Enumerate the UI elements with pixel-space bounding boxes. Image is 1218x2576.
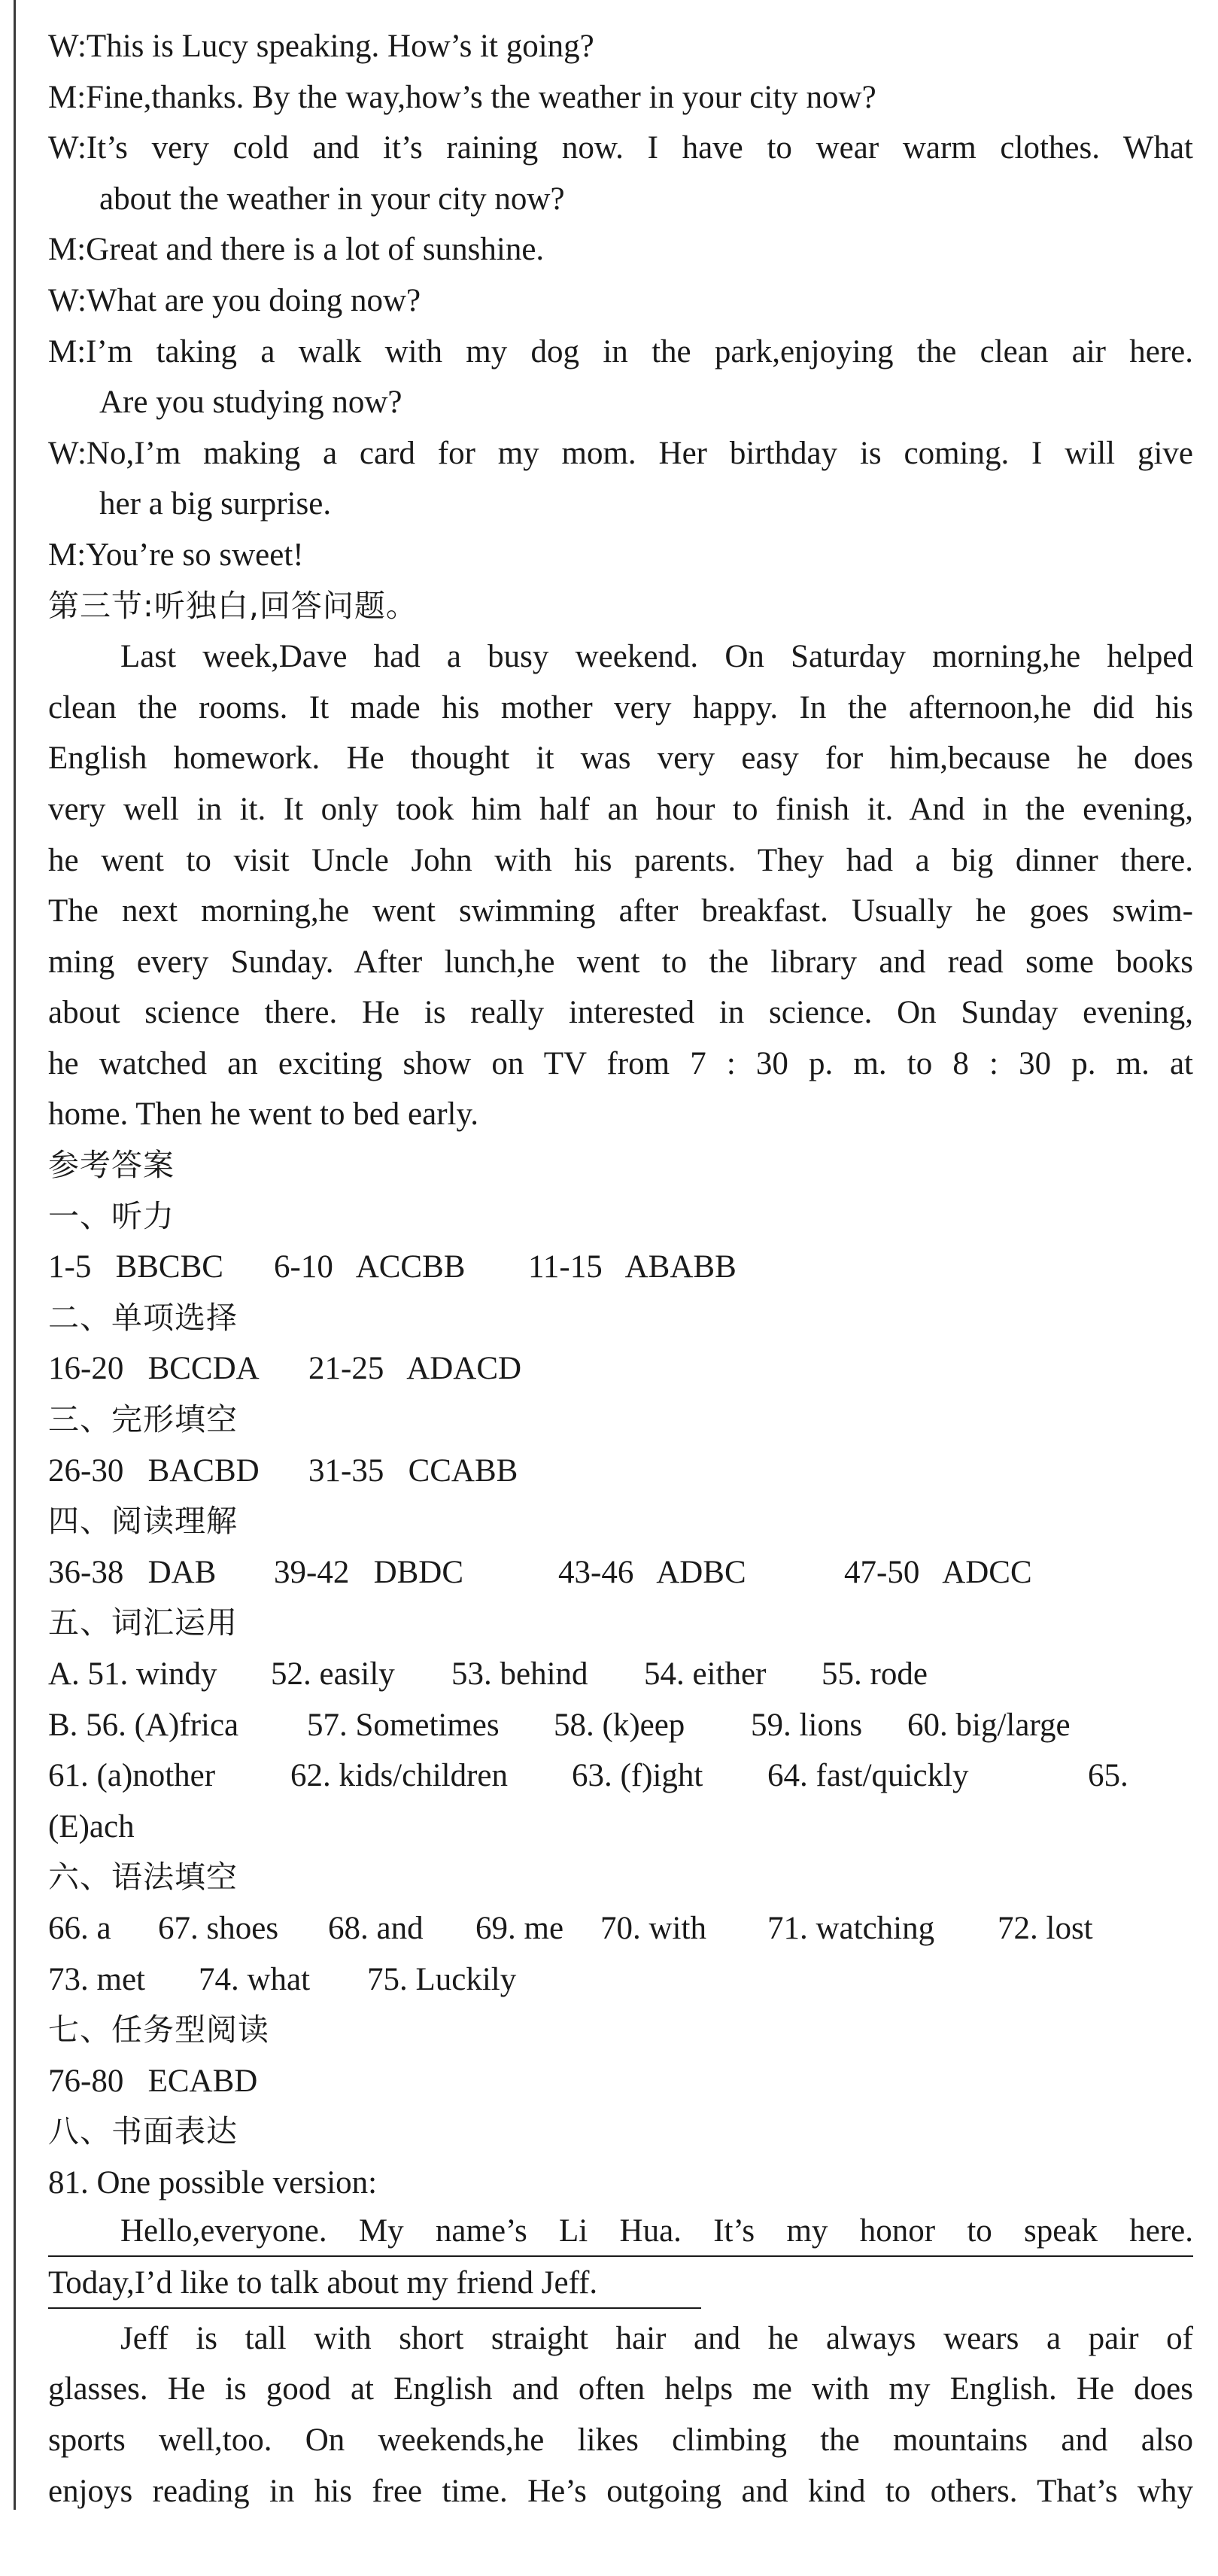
monologue-line: very well in it. It only took him half an hour to finish it. And in the evening, — [48, 791, 1193, 827]
answer-item: 62. kids/children — [290, 1758, 509, 1794]
underlined-line: Hello,everyone. My name’s Li Hua. It’s my honor to speak here. — [48, 2209, 1193, 2257]
monologue-line: The next morning,he went swimming after breakfast. Usually he goes swim- — [48, 893, 1193, 929]
answer-item: 67. shoes — [158, 1910, 279, 1946]
dialogue-line-continuation: her a big surprise. — [99, 486, 332, 522]
section-heading-reading: 四、阅读理解 — [48, 1503, 238, 1540]
answer-item: 60. big/large — [907, 1707, 1071, 1743]
writing-body — [48, 2313, 1193, 2517]
answer-line-vocabulary-d: (E)ach — [48, 1808, 135, 1845]
answer-group: 21-25 ADACD — [308, 1351, 522, 1387]
answer-group: 47-50 ADCC — [844, 1554, 1032, 1590]
answer-line-task-reading: 76-80 ECABD — [48, 2063, 258, 2099]
answer-line-vocabulary-c — [48, 1750, 1193, 1802]
answer-item: B. 56. (A)frica — [48, 1707, 239, 1743]
answer-group: 43-46 ADBC — [558, 1554, 746, 1590]
answer-item: 72. lost — [998, 1910, 1093, 1946]
section-heading-task-reading: 七、任务型阅读 — [48, 2012, 269, 2048]
answer-key-title: 参考答案 — [48, 1147, 175, 1184]
dialogue-line: W:What are you doing now? — [48, 282, 421, 318]
document-page — [48, 21, 1193, 2517]
section-heading-cloze: 三、完形填空 — [48, 1401, 238, 1438]
answer-item: 59. lions — [751, 1707, 863, 1743]
dialogue-line: W:No,I’m making a card for my mom. Her birthday is coming. I will give — [48, 435, 1193, 471]
answer-item: 57. Sometimes — [307, 1707, 500, 1743]
answer-item: 75. Luckily — [367, 1961, 517, 1997]
answer-line-listening — [48, 1242, 1193, 1293]
answer-line-vocabulary-b — [48, 1700, 1193, 1751]
margin-rule — [14, 0, 16, 2510]
writing-intro: 81. One possible version: — [48, 2164, 378, 2200]
answer-line-vocabulary-a — [48, 1649, 1193, 1700]
answer-item: 71. watching — [767, 1910, 935, 1946]
section-heading-listening: 一、听力 — [48, 1197, 175, 1234]
section-heading-writing: 八、书面表达 — [48, 2113, 238, 2150]
answer-group: 36-38 DAB — [48, 1554, 217, 1590]
monologue-line: about science there. He is really interested in science. On Sunday evening, — [48, 995, 1193, 1031]
section-heading-vocabulary: 五、词汇运用 — [48, 1604, 238, 1641]
answer-item: 64. fast/quickly — [767, 1758, 969, 1794]
answer-item: 61. (a)nother — [48, 1758, 216, 1794]
monologue-line: he watched an exciting show on TV from 7 : 30 p. m. to 8 : 30 p. m. at — [48, 1045, 1193, 1081]
answer-item: 69. me — [475, 1910, 564, 1946]
answer-item: 68. and — [328, 1910, 424, 1946]
writing-underlined-opening — [48, 2209, 1193, 2313]
writing-line: Jeff is tall with short straight hair and he always wears a pair of — [120, 2320, 1193, 2356]
dialogue-line: W:It’s very cold and it’s raining now. I have to wear warm clothes. What — [48, 130, 1193, 166]
answer-item: 74. what — [199, 1961, 311, 1997]
answer-line-cloze — [48, 1446, 1193, 1497]
monologue-line: Last week,Dave had a busy weekend. On Saturday morning,he helped — [120, 639, 1193, 675]
answer-line-reading — [48, 1547, 1193, 1598]
monologue-line: ming every Sunday. After lunch,he went to the library and read some books — [48, 944, 1193, 980]
dialogue — [48, 21, 1193, 581]
dialogue-line-continuation: Are you studying now? — [99, 385, 402, 421]
answer-group: 31-35 CCABB — [308, 1452, 518, 1489]
answer-item: 58. (k)eep — [554, 1707, 685, 1743]
writing-line: glasses. He is good at English and often helps me with my English. He does — [48, 2371, 1193, 2407]
monologue-paragraph — [48, 631, 1193, 1140]
writing-line: enjoys reading in his free time. He’s outgoing and kind to others. That’s why — [48, 2473, 1193, 2509]
monologue-line: home. Then he went to bed early. — [48, 1096, 478, 1133]
answer-line-grammar-b — [48, 1954, 1193, 2006]
answer-group: 39-42 DBDC — [274, 1554, 464, 1590]
writing-line: sports well,too. On weekends,he likes climbing the mountains and also — [48, 2422, 1193, 2458]
answer-item: 63. (f)ight — [572, 1758, 703, 1794]
dialogue-line: M:I’m taking a walk with my dog in the park,enjoying the clean air here. — [48, 333, 1193, 370]
answer-line-grammar-a — [48, 1903, 1193, 1954]
dialogue-line: W:This is Lucy speaking. How’s it going? — [48, 29, 594, 64]
dialogue-line: M:Fine,thanks. By the way,how’s the weather in your city now? — [48, 79, 876, 115]
answer-line-single-choice — [48, 1343, 1193, 1394]
dialogue-line-continuation: about the weather in your city now? — [99, 181, 565, 217]
answer-group: 26-30 BACBD — [48, 1452, 260, 1489]
answer-group: 1-5 BBCBC — [48, 1249, 223, 1285]
answer-item: A. 51. windy — [48, 1656, 217, 1692]
answer-group: 11-15 ABABB — [528, 1249, 737, 1285]
monologue-line: English homework. He thought it was very easy for him,because he does — [48, 741, 1193, 777]
answer-group: 16-20 BCCDA — [48, 1351, 260, 1387]
answer-item: 65. — [1088, 1758, 1128, 1794]
answer-group: 6-10 ACCBB — [274, 1249, 466, 1285]
answer-item: 54. either — [644, 1656, 767, 1692]
section-heading-grammar: 六、语法填空 — [48, 1859, 238, 1896]
underlined-line: Today,I’d like to talk about my friend Jeff. — [48, 2261, 701, 2309]
dialogue-line: M:Great and there is a lot of sunshine. — [48, 232, 545, 268]
answer-item: 55. rode — [822, 1656, 928, 1692]
answer-item: 73. met — [48, 1961, 145, 1997]
answer-item: 66. a — [48, 1910, 111, 1946]
monologue-line: he went to visit Uncle John with his parents. They had a big dinner there. — [48, 842, 1193, 878]
section-heading-single-choice: 二、单项选择 — [48, 1299, 238, 1336]
monologue-line: clean the rooms. It made his mother very happy. In the afternoon,he did his — [48, 689, 1193, 725]
answer-item: 52. easily — [271, 1656, 395, 1692]
answer-item: 53. behind — [451, 1656, 588, 1692]
answer-item: 70. with — [600, 1910, 706, 1946]
dialogue-line: M:You’re so sweet! — [48, 537, 304, 573]
section-heading: 第三节:听独白,回答问题。 — [48, 587, 418, 624]
